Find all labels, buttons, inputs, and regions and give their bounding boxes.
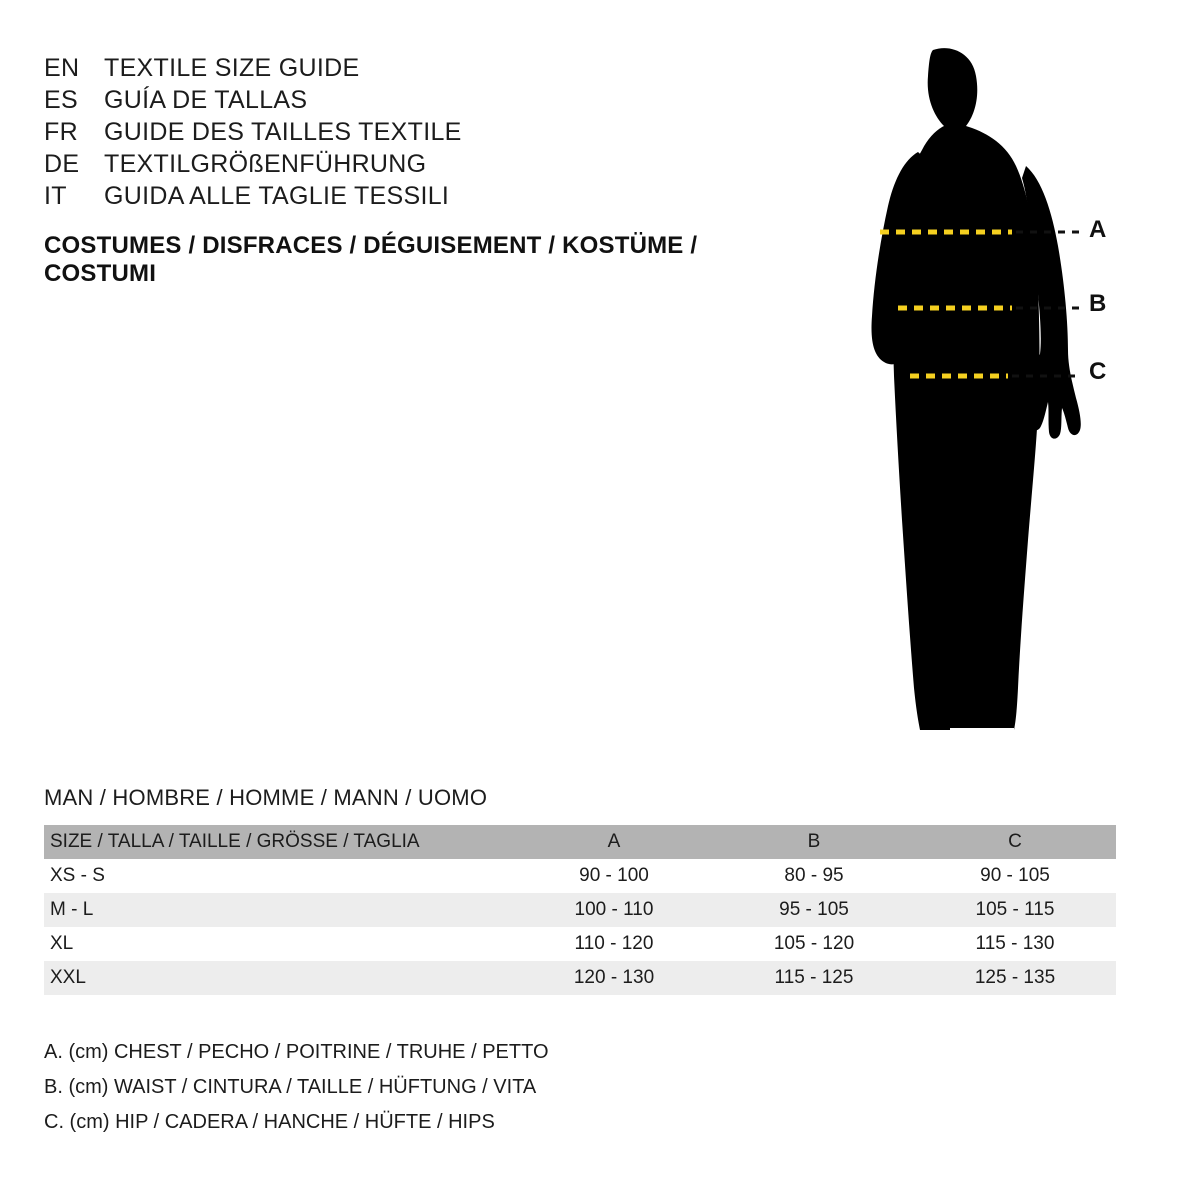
language-code: DE bbox=[44, 150, 80, 178]
measurement-legend bbox=[44, 1035, 549, 1140]
category-subtitle: COSTUMES / DISFRACES / DÉGUISEMENT / KOSTÜME / COSTUMI bbox=[44, 232, 698, 287]
column-header-b: B bbox=[714, 825, 914, 859]
cell-b: 105 - 120 bbox=[773, 933, 855, 954]
figure-label-b: B bbox=[1089, 290, 1107, 317]
column-header-c: C bbox=[914, 825, 1116, 859]
size-table bbox=[44, 825, 1116, 995]
table-row bbox=[44, 859, 1116, 893]
legend-line-c: C. (cm) HIP / CADERA / HANCHE / HÜFTE / HIPS bbox=[44, 1111, 495, 1133]
cell-b: 95 - 105 bbox=[779, 899, 849, 920]
size-table-group-title: MAN / HOMBRE / HOMME / MANN / UOMO bbox=[44, 785, 488, 810]
cell-a: 90 - 100 bbox=[579, 865, 649, 886]
cell-size: XXL bbox=[50, 967, 86, 988]
cell-a: 110 - 120 bbox=[574, 933, 654, 954]
measurement-figure bbox=[800, 20, 1180, 760]
language-row bbox=[44, 84, 804, 116]
cell-c: 125 - 135 bbox=[974, 967, 1056, 988]
table-row bbox=[44, 961, 1116, 995]
cell-c: 90 - 105 bbox=[980, 865, 1050, 886]
cell-c: 105 - 115 bbox=[975, 899, 1055, 920]
cell-c: 115 - 130 bbox=[975, 933, 1055, 954]
language-row bbox=[44, 180, 804, 212]
language-title: TEXTILE SIZE GUIDE bbox=[104, 54, 360, 82]
size-table-section bbox=[44, 785, 1158, 995]
cell-b: 80 - 95 bbox=[784, 865, 844, 886]
language-title: GUIDA ALLE TAGLIE TESSILI bbox=[104, 182, 450, 210]
column-header-size: SIZE / TALLA / TAILLE / GRÖSSE / TAGLIA bbox=[44, 825, 514, 859]
table-header-row bbox=[44, 825, 1116, 859]
language-title: TEXTILGRÖßENFÜHRUNG bbox=[104, 150, 427, 178]
cell-a: 120 - 130 bbox=[573, 967, 655, 988]
cell-b: 115 - 125 bbox=[774, 967, 854, 988]
cell-size: XS - S bbox=[50, 865, 105, 886]
language-code: IT bbox=[44, 182, 67, 210]
title-block bbox=[44, 52, 804, 288]
size-table-body bbox=[44, 859, 1116, 995]
size-table-head bbox=[44, 825, 1116, 859]
figure-label-c: C bbox=[1089, 358, 1107, 385]
language-row bbox=[44, 116, 804, 148]
cell-size: XL bbox=[50, 933, 74, 954]
table-row bbox=[44, 893, 1116, 927]
language-code: ES bbox=[44, 86, 78, 114]
body-silhouette-icon bbox=[800, 20, 1180, 760]
table-row bbox=[44, 927, 1116, 961]
cell-a: 100 - 110 bbox=[574, 899, 654, 920]
legend-line-b: B. (cm) WAIST / CINTURA / TAILLE / HÜFTUNG / VITA bbox=[44, 1076, 537, 1098]
language-title: GUÍA DE TALLAS bbox=[104, 86, 308, 114]
column-header-a: A bbox=[514, 825, 714, 859]
cell-size: M - L bbox=[50, 899, 94, 920]
figure-label-a: A bbox=[1089, 216, 1107, 243]
language-row bbox=[44, 52, 804, 84]
language-code: FR bbox=[44, 118, 78, 146]
language-row bbox=[44, 148, 804, 180]
language-code: EN bbox=[44, 54, 80, 82]
legend-line-a: A. (cm) CHEST / PECHO / POITRINE / TRUHE / PETTO bbox=[44, 1041, 549, 1063]
language-title: GUIDE DES TAILLES TEXTILE bbox=[104, 118, 462, 146]
